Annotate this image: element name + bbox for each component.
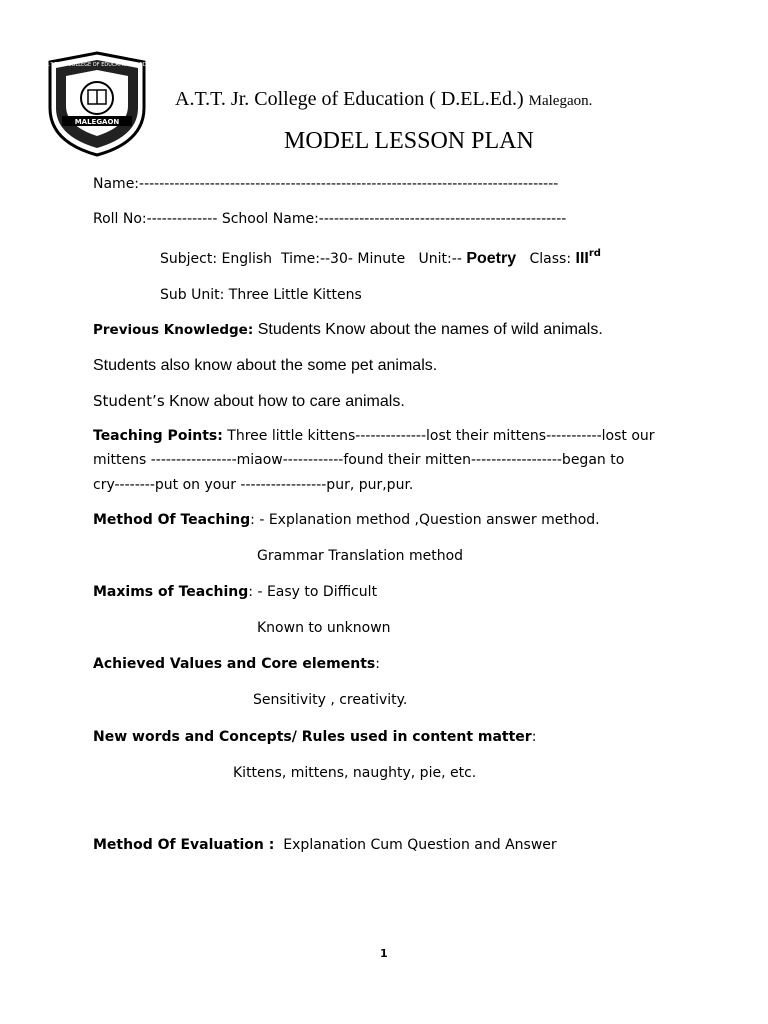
college-heading	[175, 88, 592, 111]
achieved-values-value: Sensitivity , creativity.	[253, 692, 408, 708]
method-of-teaching	[93, 512, 600, 528]
class-value: III	[575, 250, 589, 267]
method-of-teaching-value2: Grammar Translation method	[257, 548, 464, 564]
teaching-points-line2: mittens -----------------miaow------------found their mitten------------------began to	[93, 452, 625, 468]
method-of-teaching-value: : - Explanation method ,Question answer method.	[250, 512, 600, 528]
maxims-of-teaching	[93, 584, 377, 600]
new-words-label: New words and Concepts/ Rules used in content matter	[93, 729, 532, 745]
maxims-value2: Known to unknown	[257, 620, 391, 636]
teaching-points-line3: cry--------put on your -----------------pur, pur,pur.	[93, 477, 414, 493]
previous-knowledge-line2: Students also know about the some pet animals.	[93, 357, 438, 374]
evaluation-value: Explanation Cum Question and Answer	[283, 837, 557, 853]
sub-unit: Sub Unit: Three Little Kittens	[160, 287, 362, 303]
evaluation-colon: :	[263, 837, 275, 853]
previous-knowledge	[93, 321, 603, 339]
unit-label: Unit:--	[418, 251, 462, 267]
teaching-points-line1	[93, 428, 655, 444]
maxims-value: : - Easy to Difficult	[248, 584, 378, 600]
roll-blank: --------------	[146, 211, 218, 227]
roll-school-field	[93, 211, 566, 227]
new-words-colon: :	[531, 729, 537, 745]
page-number: 1	[380, 947, 388, 960]
name-blank: -----------------------------------------------------------------------------------	[139, 176, 559, 192]
school-label: School Name:	[221, 211, 319, 227]
teaching-points-label: Teaching Points:	[93, 428, 223, 444]
logo-top-text: A.T.T. JR. COLLEGE OF EDUCATION (D.ED)	[45, 62, 149, 68]
subject-line	[160, 250, 601, 268]
subject: Subject: English	[160, 251, 273, 267]
page-title: MODEL LESSON PLAN	[284, 128, 534, 154]
college-city: Malegaon.	[528, 93, 593, 109]
school-blank: -------------------------------------------------	[318, 211, 567, 227]
name-label: Name:	[93, 176, 140, 192]
previous-knowledge-line3-prefix: Student’s	[93, 392, 165, 410]
class-label: Class:	[529, 251, 572, 267]
unit-value: Poetry	[466, 250, 517, 267]
new-words	[93, 729, 536, 745]
roll-label: Roll No:	[93, 211, 147, 227]
achieved-values-colon: :	[375, 656, 380, 672]
logo-band-text: MALEGAON	[74, 118, 120, 126]
method-of-evaluation	[93, 837, 557, 853]
time: Time:--30- Minute	[280, 251, 406, 267]
achieved-values	[93, 656, 380, 672]
method-of-teaching-label: Method Of Teaching	[93, 512, 251, 528]
name-field	[93, 176, 558, 192]
previous-knowledge-label: Previous Knowledge:	[93, 322, 254, 338]
new-words-value: Kittens, mittens, naughty, pie, etc.	[233, 765, 477, 781]
teaching-points-text1: Three little kittens--------------lost their mittens-----------lost our	[227, 428, 655, 444]
evaluation-label: Method Of Evaluation	[93, 837, 264, 853]
college-logo	[44, 50, 150, 158]
class-sup: rd	[588, 248, 601, 259]
previous-knowledge-line1: Students Know about the names of wild animals.	[257, 321, 603, 338]
previous-knowledge-line3-row	[93, 392, 405, 411]
achieved-values-label: Achieved Values and Core elements	[93, 656, 376, 672]
college-name: A.T.T. Jr. College of Education ( D.EL.Ed.)	[175, 88, 524, 110]
maxims-label: Maxims of Teaching	[93, 584, 249, 600]
previous-knowledge-line3: Know about how to care animals.	[169, 393, 405, 410]
